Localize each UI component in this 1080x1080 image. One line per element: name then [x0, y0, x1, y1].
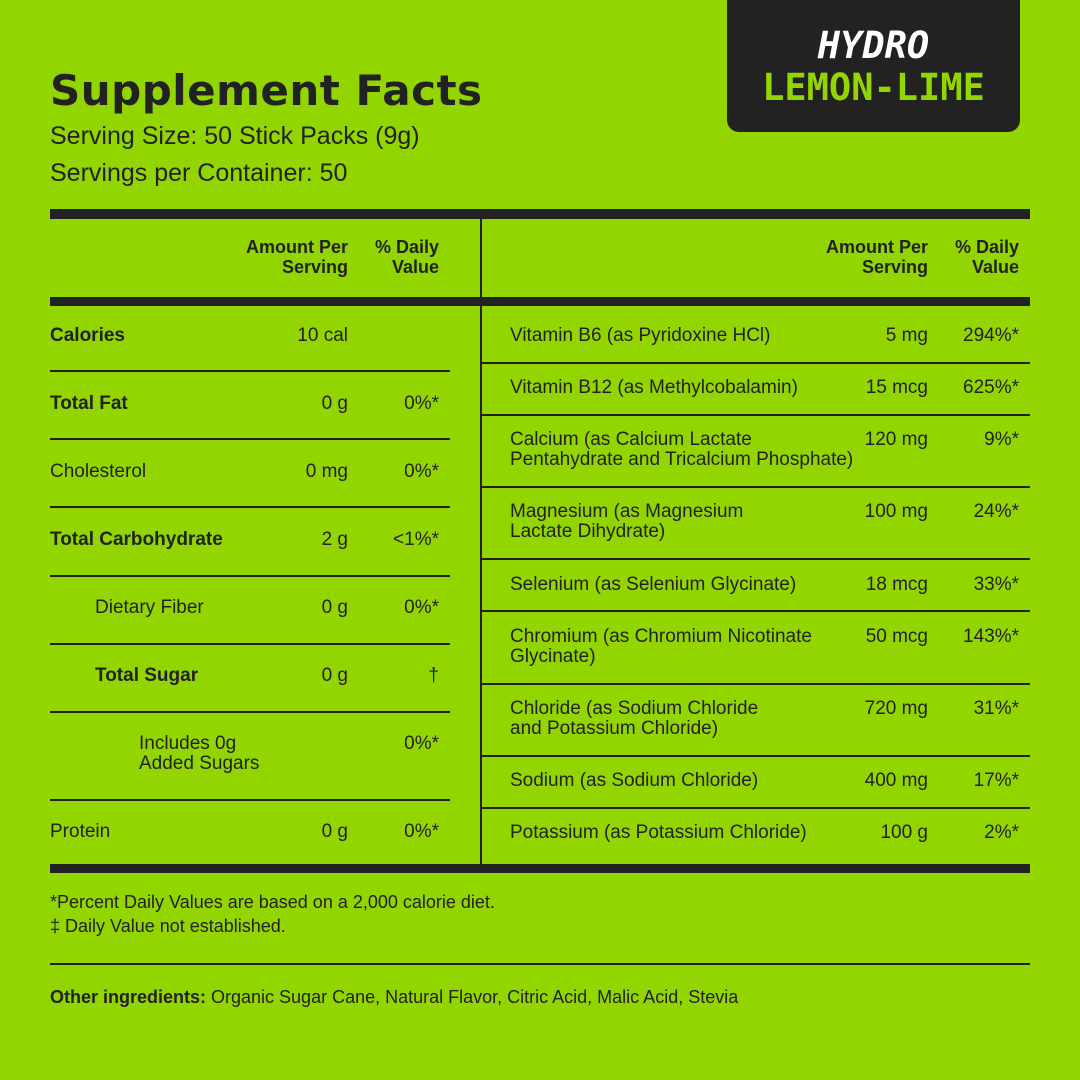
row-name-cholesterol: Cholesterol: [50, 461, 147, 482]
other-ingredients: [50, 987, 738, 1008]
row-amount-total-sugar: 0 g: [321, 665, 348, 686]
row-name-dietary-fiber: Dietary Fiber: [95, 597, 204, 618]
right-header-amount: [780, 237, 928, 277]
row-amount-cholesterol: 0 mg: [305, 461, 348, 482]
row-amount-sodium: 400 mg: [864, 770, 928, 791]
row-divider: [50, 799, 450, 801]
badge-brand: HYDRO: [817, 24, 930, 67]
row-dv-cholesterol: 0%*: [404, 461, 439, 482]
row-dv-total-sugar: †: [428, 665, 439, 686]
row-dv-magnesium: 24%*: [973, 501, 1019, 522]
header-dv-line1: % Daily: [374, 237, 439, 257]
table-top-rule: [50, 209, 1030, 219]
panel-title: Supplement Facts: [50, 66, 483, 115]
row-name-protein: Protein: [50, 821, 111, 842]
row-amount-calcium: 120 mg: [864, 429, 928, 450]
header-dv-line2: Value: [971, 257, 1019, 277]
row-amount-selenium: 18 mcg: [865, 574, 928, 595]
footnote-not-established: ‡ Daily Value not established.: [50, 916, 286, 936]
row-dv-potassium: 2%*: [984, 822, 1019, 843]
ingredients-text: Organic Sugar Cane, Natural Flavor, Citric Acid, Malic Acid, Stevia: [206, 987, 739, 1007]
badge-flavor: LEMON-LIME: [762, 66, 985, 109]
row-name-calcium-line2: Pentahydrate and Tricalcium Phosphate): [510, 449, 854, 470]
header-amount-line1: Amount Per: [825, 237, 928, 257]
row-amount-vitamin-b12: 15 mcg: [865, 377, 928, 398]
header-dv-line2: Value: [391, 257, 439, 277]
row-amount-dietary-fiber: 0 g: [321, 597, 348, 618]
row-name-total-sugar: Total Sugar: [95, 665, 199, 686]
row-name-magnesium-line1: Magnesium (as Magnesium: [510, 501, 744, 522]
ingredients-label: Other ingredients:: [50, 987, 207, 1007]
row-divider: [482, 558, 1030, 560]
row-divider: [50, 643, 450, 645]
row-amount-calories: 10 cal: [297, 325, 348, 346]
row-dv-sodium: 17%*: [973, 770, 1019, 791]
row-divider: [50, 575, 450, 577]
row-amount-potassium: 100 g: [880, 822, 928, 843]
left-header-rule: [50, 297, 480, 306]
header-amount-line1: Amount Per: [245, 237, 348, 257]
row-dv-dietary-fiber: 0%*: [404, 597, 439, 618]
row-divider: [482, 362, 1030, 364]
servings-per-container: Servings per Container: 50: [50, 159, 348, 187]
row-name-calcium-line1: Calcium (as Calcium Lactate: [510, 429, 752, 450]
row-divider: [50, 711, 450, 713]
row-name-selenium: Selenium (as Selenium Glycinate): [510, 574, 797, 595]
serving-size: Serving Size: 50 Stick Packs (9g): [50, 122, 420, 150]
row-name-sodium: Sodium (as Sodium Chloride): [510, 770, 759, 791]
row-divider: [482, 755, 1030, 757]
row-amount-total-carbohydrate: 2 g: [321, 529, 348, 550]
column-divider: [480, 219, 482, 865]
row-dv-vitamin-b6: 294%*: [963, 325, 1019, 346]
row-dv-chromium: 143%*: [963, 626, 1019, 647]
left-header-dv: [350, 237, 439, 277]
row-name-potassium: Potassium (as Potassium Chloride): [510, 822, 807, 843]
row-dv-vitamin-b12: 625%*: [963, 377, 1019, 398]
row-divider: [50, 438, 450, 440]
flavor-badge: [727, 0, 1020, 132]
row-amount-total-fat: 0 g: [321, 393, 348, 414]
left-header-amount: [200, 237, 348, 277]
row-amount-vitamin-b6: 5 mg: [885, 325, 928, 346]
row-dv-selenium: 33%*: [973, 574, 1019, 595]
row-divider: [482, 610, 1030, 612]
header-dv-line1: % Daily: [954, 237, 1019, 257]
row-divider: [482, 683, 1030, 685]
table-bottom-rule: [50, 864, 1030, 873]
row-dv-protein: 0%*: [404, 821, 439, 842]
row-dv-added-sugars: 0%*: [404, 733, 439, 754]
row-name-vitamin-b12: Vitamin B12 (as Methylcobalamin): [510, 377, 798, 398]
row-name-added-sugars-line1: Includes 0g: [139, 733, 237, 754]
row-divider: [50, 370, 450, 372]
row-name-total-fat: Total Fat: [50, 393, 128, 414]
row-name-chromium-line1: Chromium (as Chromium Nicotinate: [510, 626, 812, 647]
row-dv-chloride: 31%*: [973, 698, 1019, 719]
row-amount-protein: 0 g: [321, 821, 348, 842]
row-name-added-sugars-line2: Added Sugars: [139, 753, 260, 774]
row-divider: [482, 486, 1030, 488]
row-amount-chloride: 720 mg: [864, 698, 928, 719]
row-name-chloride-line2: and Potassium Chloride): [510, 718, 719, 739]
row-name-total-carbohydrate: Total Carbohydrate: [50, 529, 223, 550]
row-name-magnesium-line2: Lactate Dihydrate): [510, 521, 666, 542]
row-amount-magnesium: 100 mg: [864, 501, 928, 522]
row-dv-calcium: 9%*: [984, 429, 1019, 450]
row-name-chloride-line1: Chloride (as Sodium Chloride: [510, 698, 759, 719]
row-divider: [482, 414, 1030, 416]
row-amount-chromium: 50 mcg: [865, 626, 928, 647]
header-amount-line2: Serving: [281, 257, 348, 277]
row-name-vitamin-b6: Vitamin B6 (as Pyridoxine HCl): [510, 325, 771, 346]
row-name-calories: Calories: [50, 325, 125, 346]
row-dv-total-fat: 0%*: [404, 393, 439, 414]
right-header-rule: [482, 297, 1030, 306]
footnote-daily-values: *Percent Daily Values are based on a 2,000 calorie diet.: [50, 892, 495, 912]
row-dv-total-carbohydrate: <1%*: [393, 529, 439, 550]
row-name-chromium-line2: Glycinate): [510, 646, 596, 667]
row-divider: [482, 807, 1030, 809]
right-header-dv: [930, 237, 1019, 277]
footnote-divider: [50, 963, 1030, 965]
row-divider: [50, 506, 450, 508]
header-amount-line2: Serving: [861, 257, 928, 277]
